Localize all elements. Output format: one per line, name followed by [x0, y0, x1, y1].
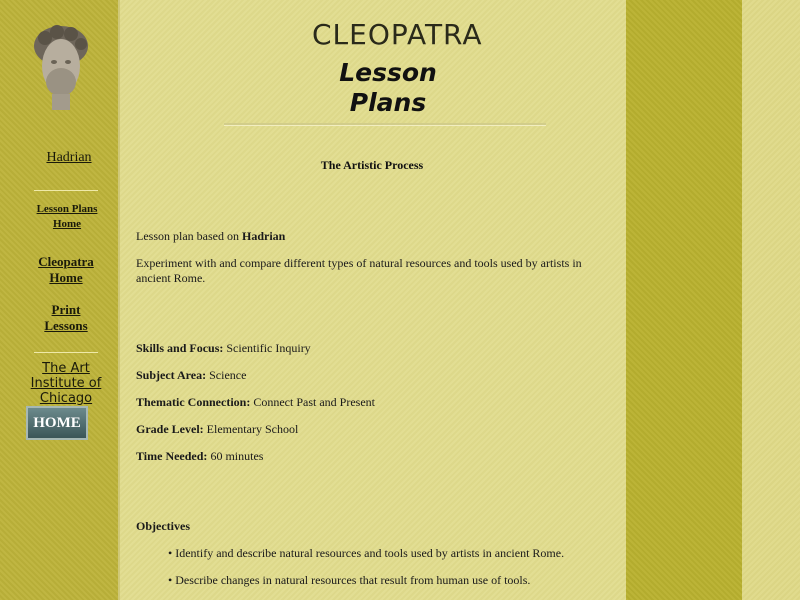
based-on-prefix: Lesson plan based on	[136, 229, 242, 243]
objectives-heading	[136, 519, 614, 534]
page-title-line1: Lesson	[339, 58, 437, 87]
objectives-heading-text: Objectives	[136, 519, 190, 533]
field-grade-level	[136, 422, 614, 437]
field-value: Science	[206, 368, 247, 382]
header-divider	[224, 123, 546, 126]
field-label: Skills and Focus:	[136, 341, 224, 355]
field-value: Connect Past and Present	[250, 395, 375, 409]
field-label: Thematic Connection:	[136, 395, 251, 409]
based-on-value: Hadrian	[241, 229, 286, 243]
objective-item: • Describe changes in natural resources that result from human use of tools.	[168, 573, 531, 587]
based-on-text	[136, 229, 614, 244]
sidebar-link-lesson-plans-home[interactable]: Lesson Plans Home	[36, 203, 98, 230]
field-skills-focus	[136, 341, 614, 356]
field-label: Subject Area:	[136, 368, 207, 382]
field-time-needed	[136, 449, 614, 464]
field-label: Time Needed:	[136, 449, 208, 463]
sidebar-divider	[34, 352, 98, 353]
sidebar-link-art-institute[interactable]: The Art Institute of Chicago	[30, 361, 102, 406]
field-thematic-connection	[136, 395, 614, 410]
page-title	[300, 58, 476, 118]
objective-item: • Identify and describe natural resources and tools used by artists in ancient Rome.	[168, 546, 565, 560]
hadrian-bust-image	[30, 24, 92, 110]
right-edge-background	[742, 0, 800, 600]
cleopatra-logo: CLEOPATRA	[312, 18, 483, 51]
page-title-line2: Plans	[349, 88, 427, 117]
field-subject-area	[136, 368, 614, 383]
home-button[interactable]: HOME	[26, 406, 88, 440]
sidebar-link-print-lessons[interactable]: Print Lessons	[44, 302, 88, 333]
field-value: Scientific Inquiry	[223, 341, 311, 355]
field-value: Elementary School	[203, 422, 299, 436]
sidebar-link-cleopatra-home[interactable]: Cleopatra Home	[38, 254, 94, 285]
right-background-band	[626, 0, 742, 600]
sidebar-divider	[34, 190, 98, 191]
lesson-description: Experiment with and compare different types of natural resources and tools used by artists in ancient Rome.	[136, 256, 582, 285]
sidebar-link-hadrian[interactable]: Hadrian	[46, 150, 92, 165]
field-value: 60 minutes	[207, 449, 264, 463]
field-label: Grade Level:	[136, 422, 204, 436]
section-title: The Artistic Process	[320, 158, 424, 172]
